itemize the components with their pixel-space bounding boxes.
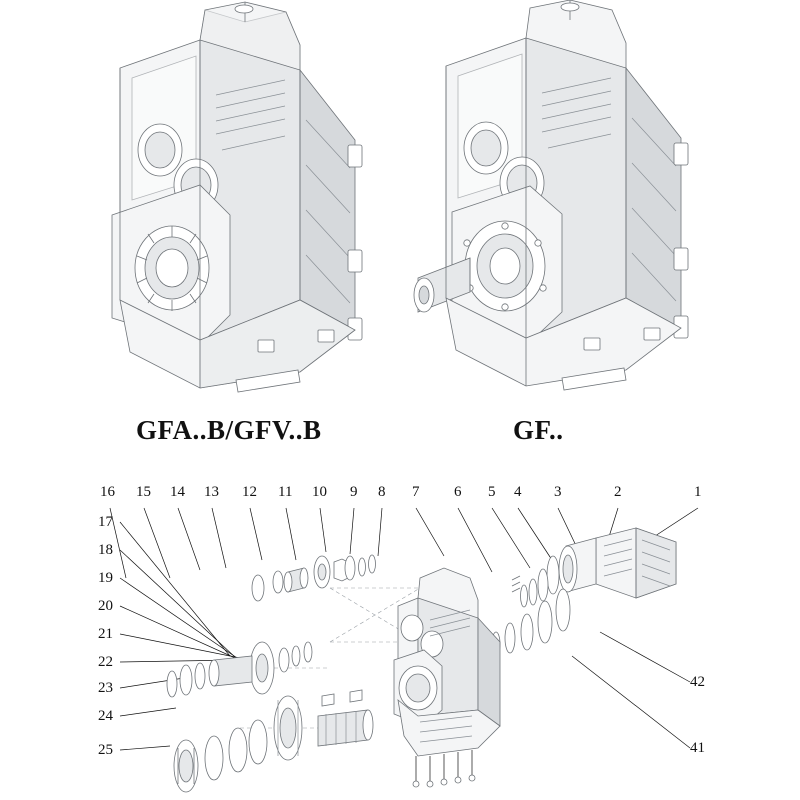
- callout-23: 23: [98, 680, 113, 696]
- callout-18: 18: [98, 542, 113, 558]
- callout-20: 20: [98, 598, 113, 614]
- callout-9: 9: [350, 484, 358, 500]
- callout-42: 42: [690, 674, 705, 690]
- caption-right: GF..: [513, 415, 564, 445]
- ring-parts-group: [492, 556, 570, 656]
- callout-17: 17: [98, 514, 113, 530]
- callout-19: 19: [98, 570, 113, 586]
- callout-24: 24: [98, 708, 113, 724]
- callout-15: 15: [136, 484, 151, 500]
- callout-6: 6: [454, 484, 462, 500]
- output-gear-assembly-part: [174, 690, 373, 792]
- caption-left: GFA..B/GFV..B: [136, 415, 322, 445]
- left-leader-lines: [120, 522, 244, 750]
- callout-10: 10: [312, 484, 327, 500]
- callout-22: 22: [98, 654, 113, 670]
- callout-16: 16: [100, 484, 115, 500]
- exploded-view-container: [0, 460, 800, 800]
- exploded-view-svg: [0, 460, 800, 800]
- right-leader-lines: [572, 632, 690, 748]
- pinion-assembly-part: [167, 642, 312, 697]
- callout-14: 14: [170, 484, 185, 500]
- callout-11: 11: [278, 484, 293, 500]
- callout-7: 7: [412, 484, 420, 500]
- callout-13: 13: [204, 484, 219, 500]
- housing-part: [394, 568, 500, 787]
- callout-8: 8: [378, 484, 386, 500]
- callout-41: 41: [690, 740, 705, 756]
- callout-4: 4: [514, 484, 522, 500]
- callout-2: 2: [614, 484, 622, 500]
- callout-12: 12: [242, 484, 257, 500]
- callout-1: 1: [694, 484, 702, 500]
- motor-assembly-part: [559, 528, 676, 598]
- gearbox-right-view: [414, 0, 688, 390]
- callout-25: 25: [98, 742, 113, 758]
- small-parts-row: [252, 555, 376, 601]
- gearbox-left-view: [112, 2, 362, 392]
- callout-5: 5: [488, 484, 496, 500]
- callout-3: 3: [554, 484, 562, 500]
- callout-21: 21: [98, 626, 113, 642]
